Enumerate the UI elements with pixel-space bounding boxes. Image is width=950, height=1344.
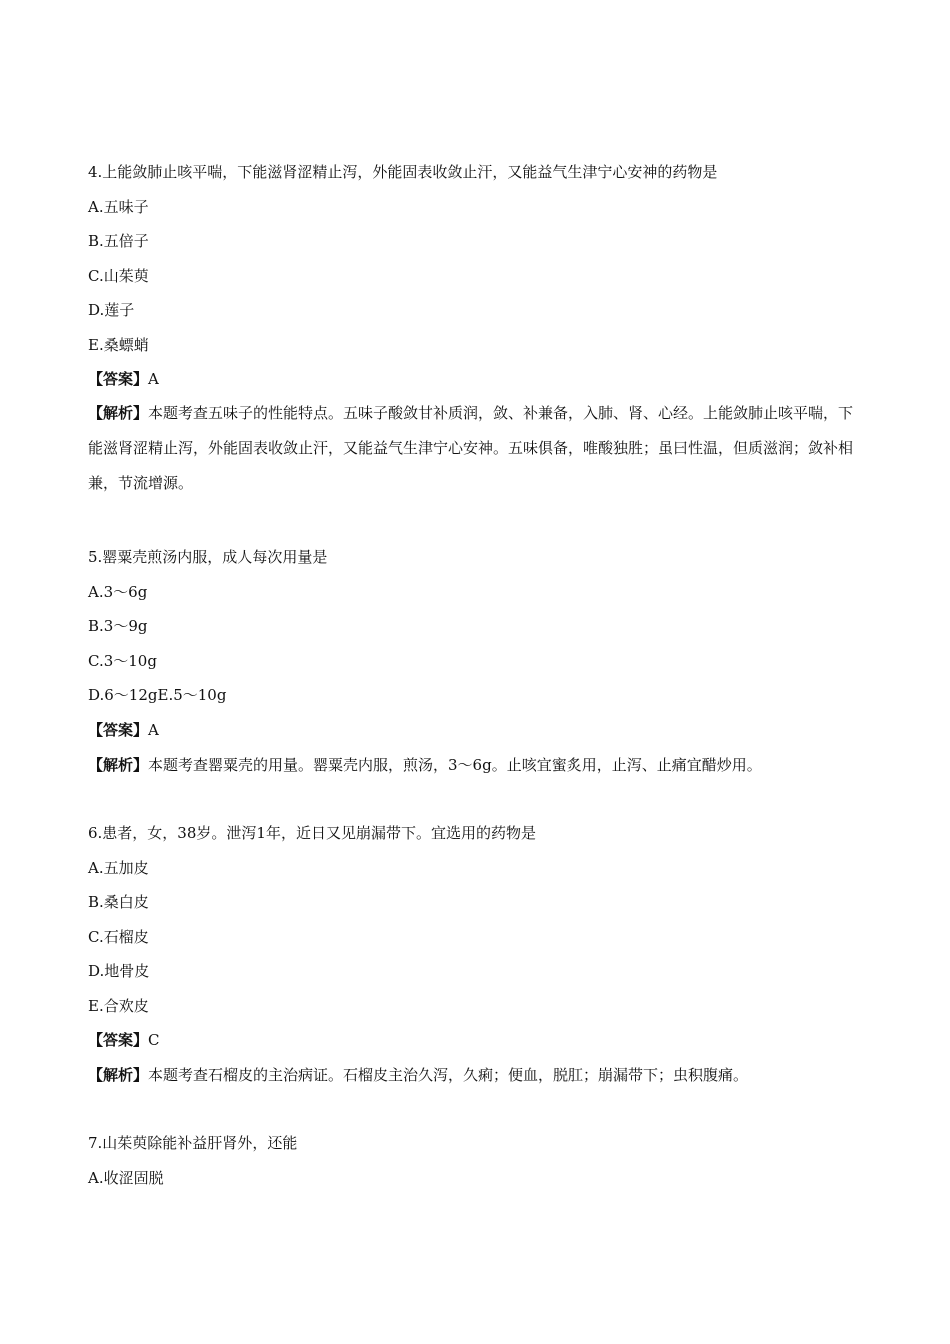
option: C.山茱萸 — [88, 267, 149, 285]
option: D.6～12gE.5～10g — [88, 686, 227, 704]
analysis-text: 本题考查罂粟壳的用量。罂粟壳内服，煎汤，3～6g。止咳宜蜜炙用，止泻、止痛宜醋炒用。 — [148, 756, 762, 774]
option: B.五倍子 — [88, 232, 149, 250]
analysis-tag: 【解析】 — [88, 756, 149, 774]
option: A.五加皮 — [88, 859, 149, 877]
analysis-paragraph — [88, 396, 863, 501]
option: B.3～9g — [88, 617, 148, 635]
analysis-line — [88, 1065, 748, 1085]
option: B.桑白皮 — [88, 893, 149, 911]
option: D.莲子 — [88, 301, 135, 319]
question-stem: 6.患者，女，38岁。泄泻1年，近日又见崩漏带下。宜选用的药物是 — [88, 824, 536, 842]
option: A.收涩固脱 — [88, 1169, 164, 1187]
answer-value: A — [148, 370, 159, 388]
question-stem: 7.山茱萸除能补益肝肾外，还能 — [88, 1134, 298, 1152]
answer-line — [88, 720, 159, 740]
option: A.五味子 — [88, 198, 149, 216]
answer-tag: 【答案】 — [88, 370, 149, 388]
answer-line — [88, 369, 159, 389]
question-stem: 4.上能敛肺止咳平喘，下能滋肾涩精止泻，外能固表收敛止汗，又能益气生津宁心安神的药物是 — [88, 163, 718, 181]
option: A.3～6g — [88, 583, 148, 601]
option: C.石榴皮 — [88, 928, 149, 946]
question-stem: 5.罂粟壳煎汤内服，成人每次用量是 — [88, 548, 328, 566]
analysis-text: 本题考查石榴皮的主治病证。石榴皮主治久泻，久痢；便血，脱肛；崩漏带下；虫积腹痛。 — [148, 1066, 749, 1084]
answer-tag: 【答案】 — [88, 721, 149, 739]
option: E.桑螵蛸 — [88, 336, 149, 354]
analysis-text: 本题考查五味子的性能特点。五味子酸敛甘补质润，敛、补兼备，入肺、肾、心经。上能敛肺止咳平喘，下能滋肾涩精止泻，外能固表收敛止汗，又能益气生津宁心安神。五味俱备，唯酸独胜；虽曰性温，但质滋润；敛补相兼，节流增源。 — [88, 404, 854, 492]
option: D.地骨皮 — [88, 962, 150, 980]
answer-value: A — [148, 721, 159, 739]
answer-tag: 【答案】 — [88, 1031, 149, 1049]
analysis-tag: 【解析】 — [88, 1066, 149, 1084]
option: E.合欢皮 — [88, 997, 149, 1015]
option: C.3～10g — [88, 652, 157, 670]
analysis-tag: 【解析】 — [88, 404, 149, 422]
analysis-line — [88, 755, 762, 775]
answer-value: C — [148, 1031, 160, 1049]
answer-line — [88, 1030, 160, 1050]
